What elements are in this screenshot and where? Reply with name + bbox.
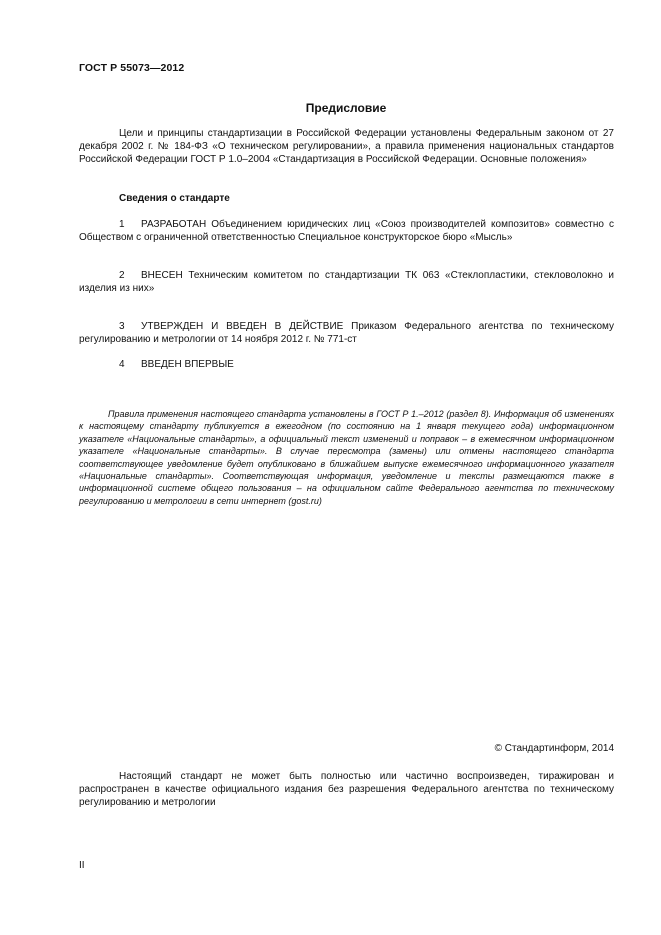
info-item-text: ВНЕСЕН Техническим комитетом по стандартизации ТК 063 «Стеклопластики, стекловолокно и изделия из них»: [79, 270, 614, 294]
info-item-text: УТВЕРЖДЕН И ВВЕДЕН В ДЕЙСТВИЕ Приказом Федерального агентства по техническому регулированию и метрологии от 14 ноября 2012 г. № 771-ст: [79, 321, 614, 345]
info-item-number: 3: [119, 321, 125, 332]
info-item-2: [79, 269, 614, 295]
reproduction-notice: Настоящий стандарт не может быть полностью или частично воспроизведен, тиражирован и распространен в качестве официального издания без разрешения Федерального агентства по техническому регулированию и метрологии: [79, 771, 614, 808]
info-item-4: [79, 358, 614, 371]
info-item-text: ВВЕДЕН ВПЕРВЫЕ: [141, 359, 234, 370]
info-item-text: РАЗРАБОТАН Объединением юридических лиц «Союз производителей композитов» совместно с Обществом с ограниченной ответственностью Специальное конструкторское бюро «Мысль»: [79, 219, 614, 243]
info-item-number: 2: [119, 270, 125, 281]
standard-info-heading: Сведения о стандарте: [119, 193, 230, 204]
info-item-number: 4: [119, 359, 125, 370]
info-item-number: 1: [119, 219, 125, 230]
standard-application-notice: Правила применения настоящего стандарта установлены в ГОСТ Р 1.–2012 (раздел 8). Информация об изменениях к настоящему стандарту публикуется в ежегодном (по состоянию на 1 января текущего года) информационном указателе «Национальные стандарты», а официальный текст изменений и поправок – в ежемесячном информационном указателе «Национальные стандарты». В случае пересмотра (замены) или отмены настоящего стандарта соответствующее уведомление будет опубликовано в ближайшем выпуске ежемесячного информационного указателя «Национальные стандарты». Соответствующая информация, уведомление и тексты размещаются также в информационной системе общего пользования – на официальном сайте Федерального агентства по техническому регулированию и метрологии в сети интернет (gost.ru): [79, 409, 614, 506]
preface-intro: Цели и принципы стандартизации в Российской Федерации установлены Федеральным законом от 27 декабря 2002 г. № 184-ФЗ «О техническом регулировании», а правила применения национальных стандартов Российской Федерации ГОСТ Р 1.0–2004 «Стандартизация в Российской Федерации. Основные положения»: [79, 128, 614, 165]
info-item-3: [79, 320, 614, 346]
copyright-notice: © Стандартинформ, 2014: [494, 743, 614, 754]
preface-title: Предисловие: [305, 101, 387, 115]
page-number: II: [79, 860, 85, 871]
info-item-1: [79, 218, 614, 244]
standard-code-header: ГОСТ Р 55073—2012: [79, 62, 185, 74]
